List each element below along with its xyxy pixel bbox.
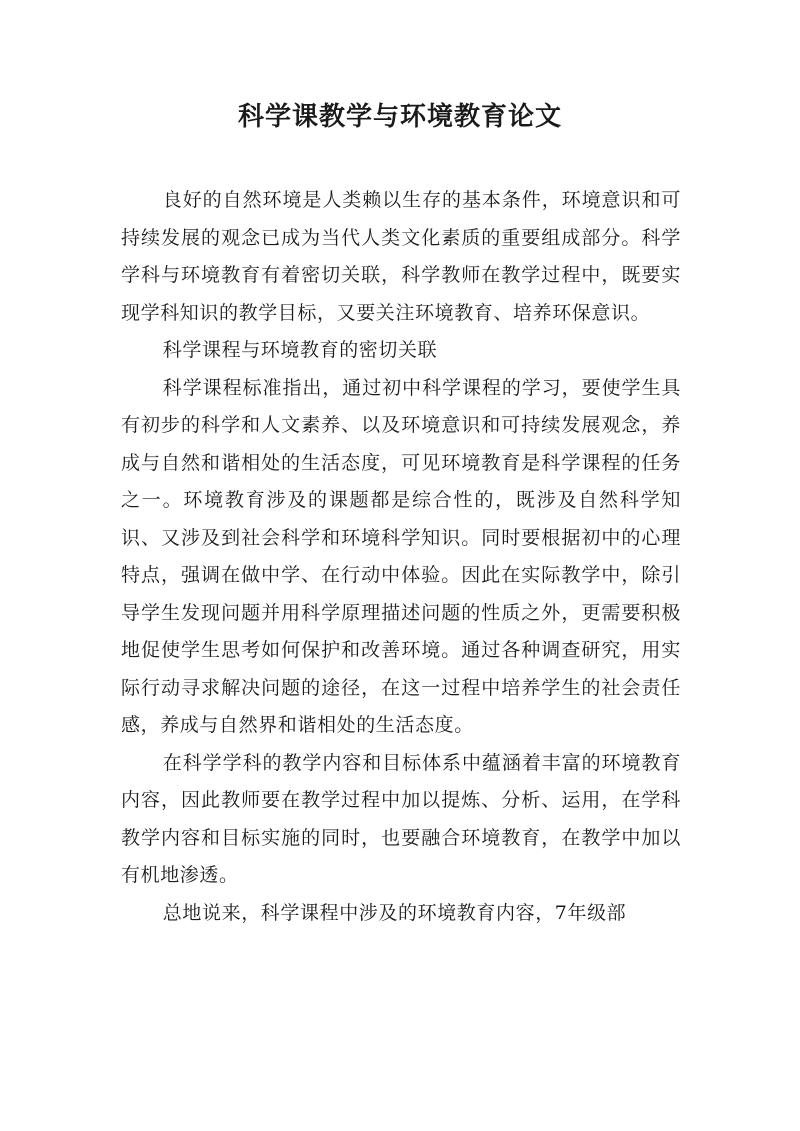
paragraph-intro: 良好的自然环境是人类赖以生存的基本条件，环境意识和可持续发展的观念已成为当代人类文化素质的重要组成部分。科学学科与环境教育有着密切关联，科学教师在教学过程中，既要实现学科知识的教学目标，又要关注环境教育、培养环保意识。 (121, 189, 681, 324)
paragraph-curriculum: 科学课程标准指出，通过初中科学课程的学习，要使学生具有初步的科学和人文素养、以及环境意识和可持续发展观念，养成与自然和谐相处的生活态度，可见环境教育是科学课程的任务之一。环境教育涉及的课题都是综合性的，既涉及自然科学知识、又涉及到社会科学和环境科学知识。同时要根据初中的心理特点，强调在做中学、在行动中体验。因此在实际教学中，除引导学生发现问题并用科学原理描述问题的性质之外，更需要积极地促使学生思考如何保护和改善环境。通过各种调查研究，用实际行动寻求解决问题的途径，在这一过程中培养学生的社会责任感，养成与自然界和谐相处的生活态度。 (121, 376, 681, 736)
paragraph-content: 在科学学科的教学内容和目标体系中蕴涵着丰富的环境教育内容，因此教师要在教学过程中加以提炼、分析、运用，在学科教学内容和目标实施的同时，也要融合环境教育，在教学中加以有机地渗透。 (121, 751, 681, 886)
document-body (121, 182, 681, 932)
paragraph-summary: 总地说来，科学课程中涉及的环境教育内容，7年级部 (162, 901, 627, 924)
document-title: 科学课教学与环境教育论文 (237, 102, 562, 132)
section-heading: 科学课程与环境教育的密切关联 (162, 339, 438, 361)
